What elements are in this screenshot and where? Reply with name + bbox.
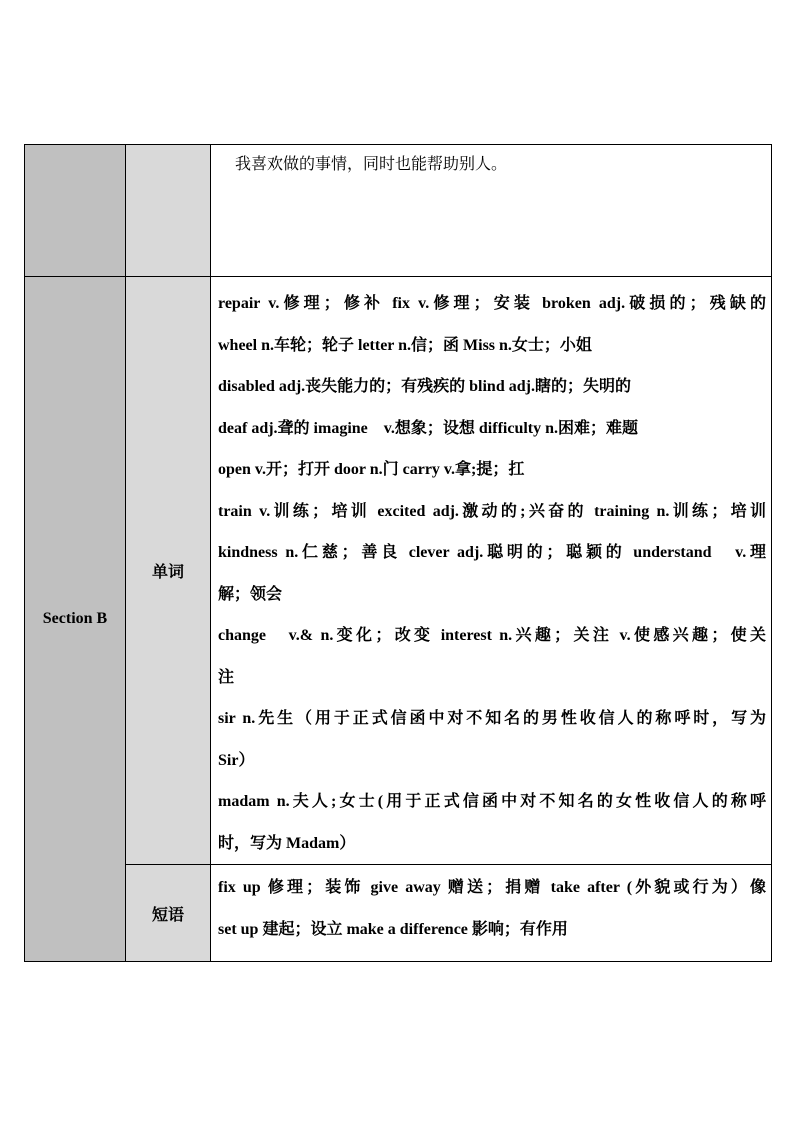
vocab-content-cell xyxy=(211,277,772,865)
phrase-line: fix up 修理；装饰 give away 赠送；捐赠 take after (外貌或行为）像 xyxy=(218,879,766,896)
vocab-line: 注 xyxy=(218,668,235,686)
vocab-line: madam n.夫人;女士(用于正式信函中对不知名的女性收信人的称呼 xyxy=(218,793,766,810)
vocabulary-table xyxy=(24,144,772,962)
vocab-line: sir n.先生（用于正式信函中对不知名的男性收信人的称呼时，写为 xyxy=(218,710,766,727)
vocab-line: repair v.修理；修补 fix v.修理；安装 broken adj.破损的；残缺的 xyxy=(218,295,766,312)
vocab-line: deaf adj.聋的 imagine v.想象；设想 difficulty n.困难；难题 xyxy=(218,419,639,437)
vocab-category-label: 单词 xyxy=(126,277,211,865)
phrase-line: set up 建起；设立 make a difference 影响；有作用 xyxy=(218,920,568,938)
vocab-row xyxy=(25,277,772,865)
vocab-line: open v.开；打开 door n.门 carry v.拿;提；扛 xyxy=(218,461,525,478)
vocab-line: wheel n.车轮；轮子 letter n.信；函 Miss n.女士；小姐 xyxy=(218,336,592,354)
vocab-line: kindness n.仁慈；善良 clever adj.聪明的；聪颖的 understand v.理 xyxy=(218,544,766,561)
vocab-line: Sir） xyxy=(218,751,255,769)
phrase-category-label: 短语 xyxy=(126,865,211,962)
vocab-line: 时，写为 Madam） xyxy=(218,834,356,852)
phrase-content-cell xyxy=(211,865,772,962)
intro-content-cell xyxy=(211,145,772,277)
phrase-row xyxy=(25,865,772,962)
intro-text: 我喜欢做的事情，同时也能帮助别人。 xyxy=(235,156,508,173)
section-label: Section B xyxy=(25,277,126,962)
intro-row xyxy=(25,145,772,277)
category-cell-blank xyxy=(126,145,211,277)
vocab-line: change v.& n.变化；改变 interest n.兴趣；关注 v.使感兴趣；使关 xyxy=(218,627,766,644)
vocab-line: 解；领会 xyxy=(218,585,283,603)
vocab-line: train v.训练；培训 excited adj.激动的;兴奋的 training n.训练；培训 xyxy=(218,502,766,520)
vocab-line: disabled adj.丧失能力的；有残疾的 blind adj.瞎的；失明的 xyxy=(218,378,631,395)
section-cell-blank xyxy=(25,145,126,277)
